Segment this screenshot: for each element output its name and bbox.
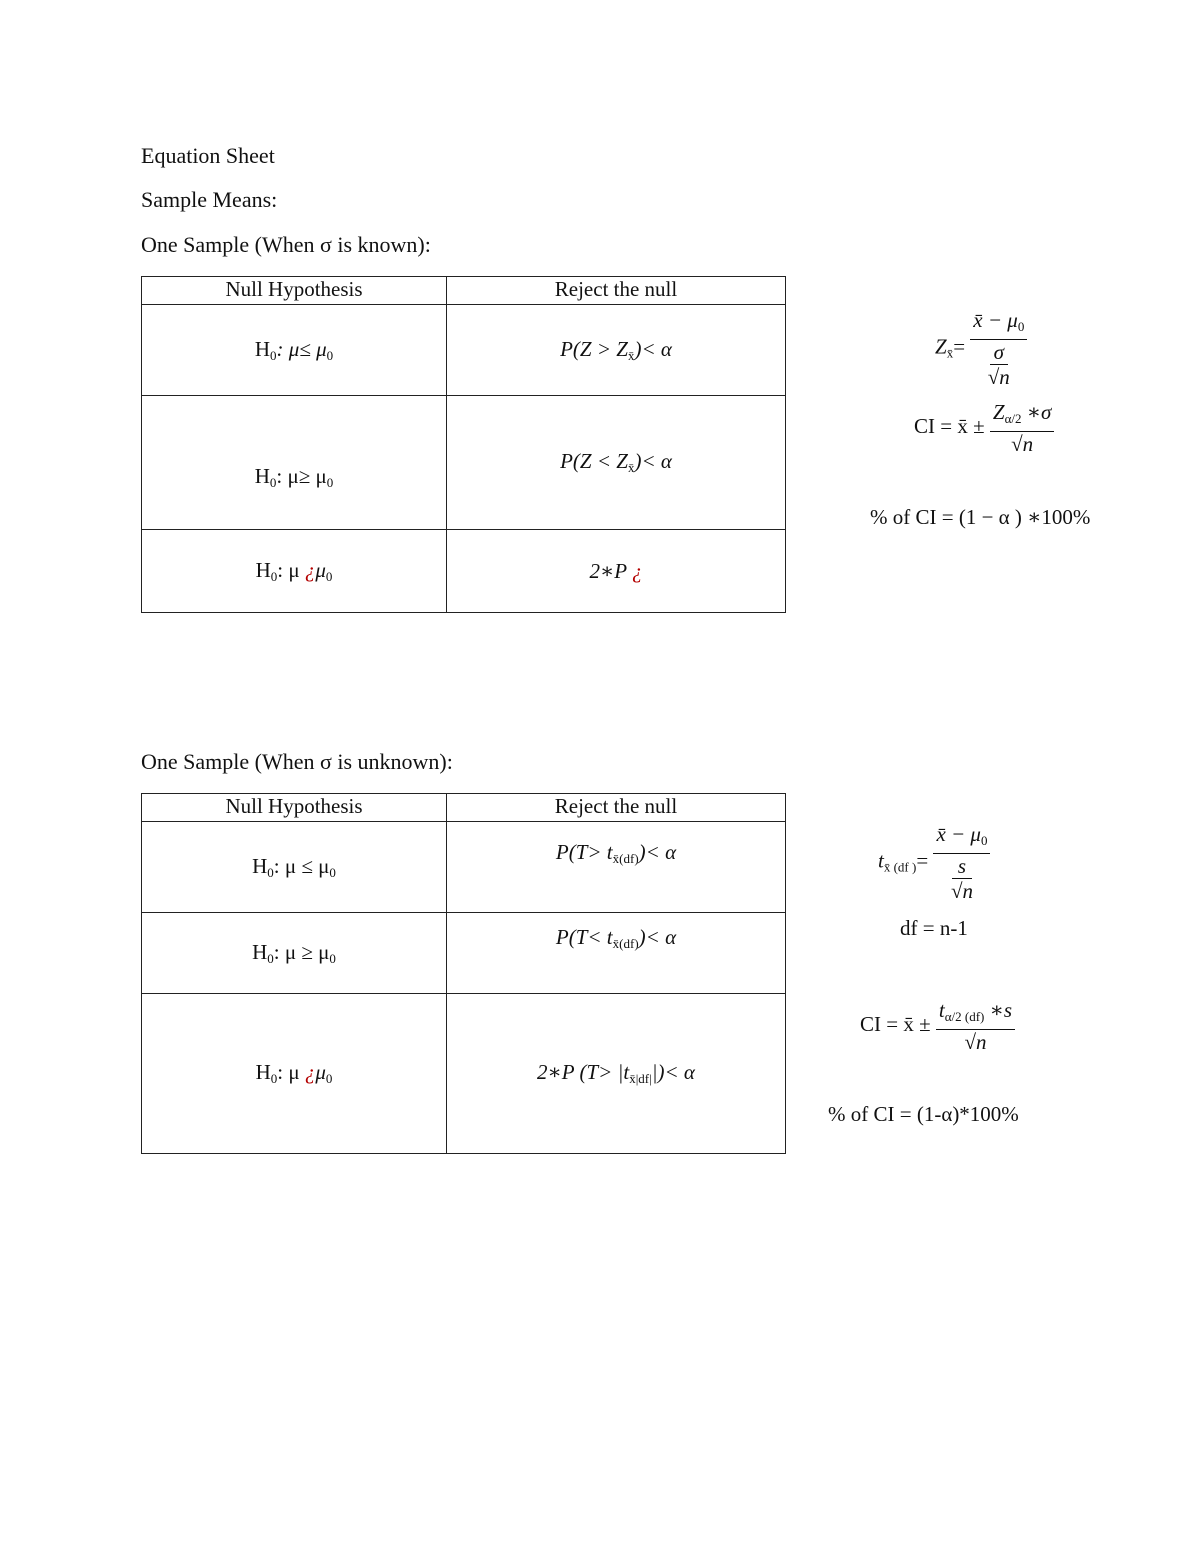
reject-condition-cell: 2∗P $(T> |t_{x̄|df|}|)< \alpha$	[447, 994, 786, 1154]
null-hypothesis-cell: $H_0$: $\mu \ge \mu_0$	[142, 913, 447, 994]
page-title: Equation Sheet	[141, 143, 275, 168]
ci-known-formula: CI = x̄ ± $\frac{Z_{\alpha/2} ∗\sigma}{√n}$	[914, 400, 1054, 456]
table-row	[142, 913, 786, 994]
known-sigma-heading: One Sample (When σ is known):	[141, 232, 431, 257]
header-null-hypothesis: Null Hypothesis	[142, 794, 447, 822]
header-reject-null: Reject the null	[447, 277, 786, 305]
reject-condition-cell: $P(Z < Z_{x̄})< \alpha$	[447, 396, 786, 530]
table-row	[142, 822, 786, 913]
reject-condition-cell: $P(T< t_{x̄(df)})< \alpha$	[447, 913, 786, 994]
ci-percent-unknown: % of CI = (1-α)*100%	[828, 1102, 1019, 1126]
unknown-sigma-heading: One Sample (When σ is unknown):	[141, 749, 453, 774]
header-null-hypothesis: Null Hypothesis	[142, 277, 447, 305]
reject-condition-cell: $P(T> t_{x̄(df)})< \alpha$	[447, 822, 786, 913]
t-score-formula: $t_{x̄ (df )}=$ x̄ − $\mu_0$ s √n	[878, 822, 990, 903]
null-hypothesis-cell: $H_0$: $\mu\le \mu_0$	[142, 305, 447, 396]
section-heading: Sample Means:	[141, 187, 278, 212]
null-hypothesis-cell: $H_0$: $\mu\ge \mu_0$	[142, 396, 447, 530]
null-hypothesis-cell: $H_0$: μ ¿$\mu_0$	[142, 994, 447, 1154]
z-score-formula: $Z_{x̄}=$ x̄ − $\mu_0$ σ √n	[935, 308, 1027, 389]
table-row	[142, 305, 786, 396]
table-row	[142, 530, 786, 613]
null-hypothesis-cell: $H_0$: μ ¿$\mu_0$	[142, 530, 447, 613]
ci-percent-known: % of CI = (1 − α ) ∗100%	[870, 505, 1091, 529]
reject-condition-cell: $P(Z > Z_{x̄})< \alpha$	[447, 305, 786, 396]
ci-unknown-formula: CI = x̄ ± $\frac{t_{\alpha/2 (df)} ∗s}{√n}$	[860, 998, 1015, 1054]
table-row	[142, 994, 786, 1154]
unknown-sigma-table	[141, 793, 786, 1154]
degrees-of-freedom: df = n-1	[900, 916, 968, 940]
header-reject-null: Reject the null	[447, 794, 786, 822]
known-sigma-table	[141, 276, 786, 613]
null-hypothesis-cell: $H_0$: $\mu \le \mu_0$	[142, 822, 447, 913]
table-row	[142, 396, 786, 530]
reject-condition-cell: 2∗P ¿	[447, 530, 786, 613]
